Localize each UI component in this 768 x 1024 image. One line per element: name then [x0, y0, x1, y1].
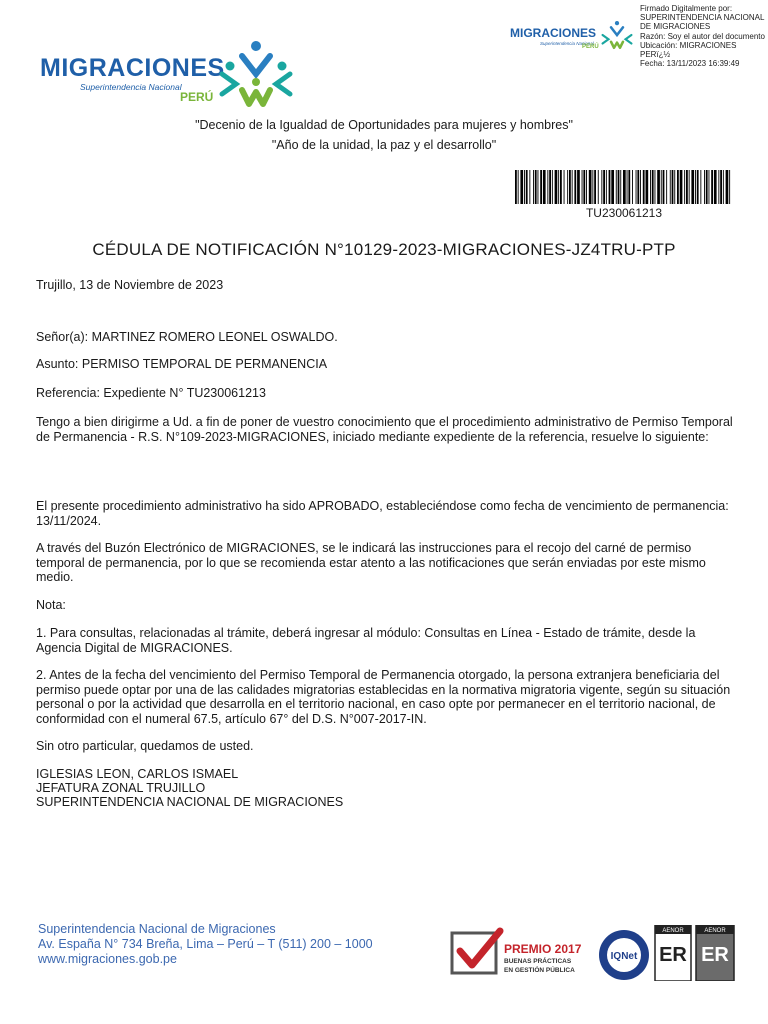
- barcode-bar: [598, 170, 599, 204]
- barcode-bar: [609, 170, 611, 204]
- mailbox-paragraph: A través del Buzón Electrónico de MIGRACIONES, se le indicará las instrucciones para el recojo del carné de permiso temporal de permanencia, por lo que se recomienda estar atento a las notificaciones que serán enviadas por este mismo medio.: [36, 541, 706, 584]
- barcode-bar: [572, 170, 573, 204]
- barcode-bar: [526, 170, 528, 204]
- signature-line: PERï¿½: [640, 50, 671, 60]
- barcode-bar: [577, 170, 580, 204]
- signer-organization: SUPERINTENDENCIA NACIONAL DE MIGRACIONES: [36, 795, 344, 809]
- barcode-bar: [620, 170, 621, 204]
- barcode-bar: [529, 170, 530, 204]
- barcode-bar: [726, 170, 729, 204]
- note-2-paragraph: 2. Antes de la fecha del vencimiento del Permiso Temporal de Permanencia otorgado, la persona extranjera beneficiaria del permiso puede optar por una de las calidades migratorias establecidas en la normativa migratoria vigente, según su situación personal o por la actividad que desarrolla en el territorio nacional, en caso opte por permanecer en el territorio nacional, de conformidad con el numeral 67.5, artículo 67° del D.S. N°007-2017-IN.: [36, 668, 731, 726]
- barcode-bar: [628, 170, 630, 204]
- subject-line: Asunto: PERMISO TEMPORAL DE PERMANENCIA: [36, 357, 328, 371]
- logo-country: PERÚ: [180, 90, 214, 104]
- signature-line: SUPERINTENDENCIA NACIONAL: [640, 13, 765, 23]
- barcode-bar: [515, 170, 517, 204]
- barcode-bar: [646, 170, 649, 204]
- document-title: CÉDULA DE NOTIFICACIÓN N°10129-2023-MIGRACIONES-JZ4TRU-PTP: [92, 240, 676, 259]
- barcode-bar: [618, 170, 620, 204]
- barcode-bar: [689, 170, 690, 204]
- certification-badges: [448, 925, 738, 981]
- barcode-bar: [718, 170, 719, 204]
- barcode-bar: [540, 170, 542, 204]
- barcode-bar: [720, 170, 722, 204]
- barcode-bar: [543, 170, 546, 204]
- note-label: Nota:: [36, 598, 66, 612]
- aenor-dark-label: AENOR: [704, 928, 726, 934]
- barcode-bar: [594, 170, 596, 204]
- barcode-bar: [518, 170, 519, 204]
- signature-line: Razón: Soy el autor del documento: [640, 31, 765, 41]
- barcode-bar: [714, 170, 717, 204]
- barcode-bar: [670, 170, 671, 204]
- note-1-paragraph: 1. Para consultas, relacionadas al trámite, deberá ingresar al módulo: Consultas en Línea - Estado de trámite, desde la Agencia Digital de MIGRACIONES.: [36, 626, 696, 655]
- signature-line: Firmado Digitalmente por:: [640, 4, 733, 13]
- barcode-bar: [691, 170, 694, 204]
- barcode-bar: [574, 170, 576, 204]
- date-line: Trujillo, 13 de Noviembre de 2023: [36, 278, 224, 292]
- barcode-bar: [684, 170, 685, 204]
- logo-text-small: MIGRACIONES: [510, 26, 597, 40]
- logo-subtitle-small: Superintendencia Nacional: [540, 41, 594, 46]
- signature-line: Ubicación: MIGRACIONES: [640, 40, 737, 50]
- barcode-bar: [616, 170, 617, 204]
- footer-contact: [38, 922, 373, 967]
- motto-decade: "Decenio de la Igualdad de Oportunidades para mujeres y hombres": [195, 118, 573, 132]
- barcode-bar: [547, 170, 548, 204]
- barcode-bar: [674, 170, 675, 204]
- recipient-line: Señor(a): MARTINEZ ROMERO LEONEL OSWALDO.: [36, 330, 338, 344]
- barcode-bar: [697, 170, 699, 204]
- migraciones-logo: [40, 40, 300, 110]
- barcode-bar: [661, 170, 662, 204]
- barcode-bar: [700, 170, 701, 204]
- award-title: PREMIO 2017: [504, 942, 582, 956]
- barcode-bar: [601, 170, 602, 204]
- closing-line: Sin otro particular, quedamos de usted.: [36, 739, 254, 753]
- barcode-image: [515, 170, 733, 204]
- barcode-bar: [555, 170, 558, 204]
- resolution-paragraph: El presente procedimiento administrativo ha sido APROBADO, estableciéndose como fecha de vencimiento de permanencia: 13/11/2024.: [36, 499, 729, 528]
- barcode-bar: [583, 170, 585, 204]
- intro-paragraph: Tengo a bien dirigirme a Ud. a fin de poner de vuestro conocimiento que el procedimiento administrativo de Permiso Temporal de Permanencia - R.S. N°109-2023-MIGRACIONES, iniciado mediante expediente de la referencia, resuelve lo siguiente:: [36, 415, 733, 444]
- barcode-bar: [552, 170, 553, 204]
- barcode-bar: [603, 170, 605, 204]
- barcode-bar: [636, 170, 637, 204]
- migraciones-logo-small: [510, 16, 638, 56]
- barcode-bar: [655, 170, 656, 204]
- barcode-bar: [567, 170, 568, 204]
- signer-name: IGLESIAS LEON, CARLOS ISMAEL: [36, 767, 239, 781]
- award-check-icon: [452, 931, 500, 973]
- aenor-mark: ER: [659, 944, 687, 966]
- barcode-bar: [657, 170, 660, 204]
- barcode-bar: [560, 170, 562, 204]
- aenor-dark-mark: ER: [701, 944, 729, 966]
- barcode-bar: [709, 170, 710, 204]
- barcode-bar: [677, 170, 679, 204]
- barcode-bar: [711, 170, 713, 204]
- barcode-bar: [549, 170, 551, 204]
- barcode-bar: [606, 170, 607, 204]
- barcode-bar: [706, 170, 708, 204]
- barcode-bar: [729, 170, 730, 204]
- footer-address: Av. España N° 734 Breña, Lima – Perú – T (511) 200 – 1000: [38, 937, 373, 951]
- barcode-bar: [666, 170, 667, 204]
- barcode-bar: [533, 170, 534, 204]
- barcode-bar: [582, 170, 583, 204]
- motto-year: "Año de la unidad, la paz y el desarrollo": [271, 138, 497, 152]
- barcode-label: TU230061213: [585, 206, 663, 220]
- barcode-bar: [672, 170, 674, 204]
- signature-line: DE MIGRACIONES: [640, 22, 711, 32]
- barcode-bar: [611, 170, 614, 204]
- barcode-bar: [535, 170, 537, 204]
- barcode-bar: [640, 170, 641, 204]
- barcode-bar: [627, 170, 628, 204]
- barcode-bar: [723, 170, 724, 204]
- barcode-bar: [695, 170, 696, 204]
- barcode-bar: [586, 170, 587, 204]
- barcode-bar: [520, 170, 523, 204]
- barcode-bar: [632, 170, 633, 204]
- digital-signature-block: [640, 4, 768, 68]
- barcode-bar: [637, 170, 639, 204]
- barcode-bar: [524, 170, 525, 204]
- barcode-bar: [650, 170, 651, 204]
- logo-country-small: PERÚ: [582, 44, 599, 50]
- award-line-1: BUENAS PRÁCTICAS: [504, 958, 572, 965]
- logo-text: MIGRACIONES: [40, 54, 225, 82]
- barcode-bar: [704, 170, 705, 204]
- aenor-er-dark-icon: [696, 925, 734, 981]
- award-line-2: EN GESTIÓN PÚBLICA: [504, 967, 575, 974]
- barcode-bar: [589, 170, 592, 204]
- barcode-bar: [558, 170, 559, 204]
- people-emblem-icon: [216, 40, 296, 108]
- barcode-bar: [564, 170, 565, 204]
- iqnet-label: IQNet: [610, 951, 638, 962]
- aenor-label: AENOR: [662, 928, 684, 934]
- people-emblem-icon: [600, 18, 634, 52]
- barcode-bar: [652, 170, 654, 204]
- footer-website[interactable]: www.migraciones.gob.pe: [38, 952, 177, 966]
- barcode-bar: [569, 170, 571, 204]
- signature-line: Fecha: 13/11/2023 16:39:49: [640, 59, 740, 69]
- reference-line: Referencia: Expediente N° TU230061213: [36, 386, 266, 400]
- barcode-bar: [680, 170, 683, 204]
- footer-org: Superintendencia Nacional de Migraciones: [38, 922, 276, 936]
- barcode-bar: [623, 170, 626, 204]
- barcode-bar: [538, 170, 539, 204]
- barcode-bar: [643, 170, 645, 204]
- barcode-bar: [592, 170, 593, 204]
- iqnet-certification-icon: [599, 930, 649, 980]
- logo-subtitle: Superintendencia Nacional: [80, 82, 182, 92]
- barcode-bar: [686, 170, 688, 204]
- barcode-bar: [663, 170, 665, 204]
- aenor-er-icon: [655, 925, 691, 981]
- signer-office: JEFATURA ZONAL TRUJILLO: [36, 781, 206, 795]
